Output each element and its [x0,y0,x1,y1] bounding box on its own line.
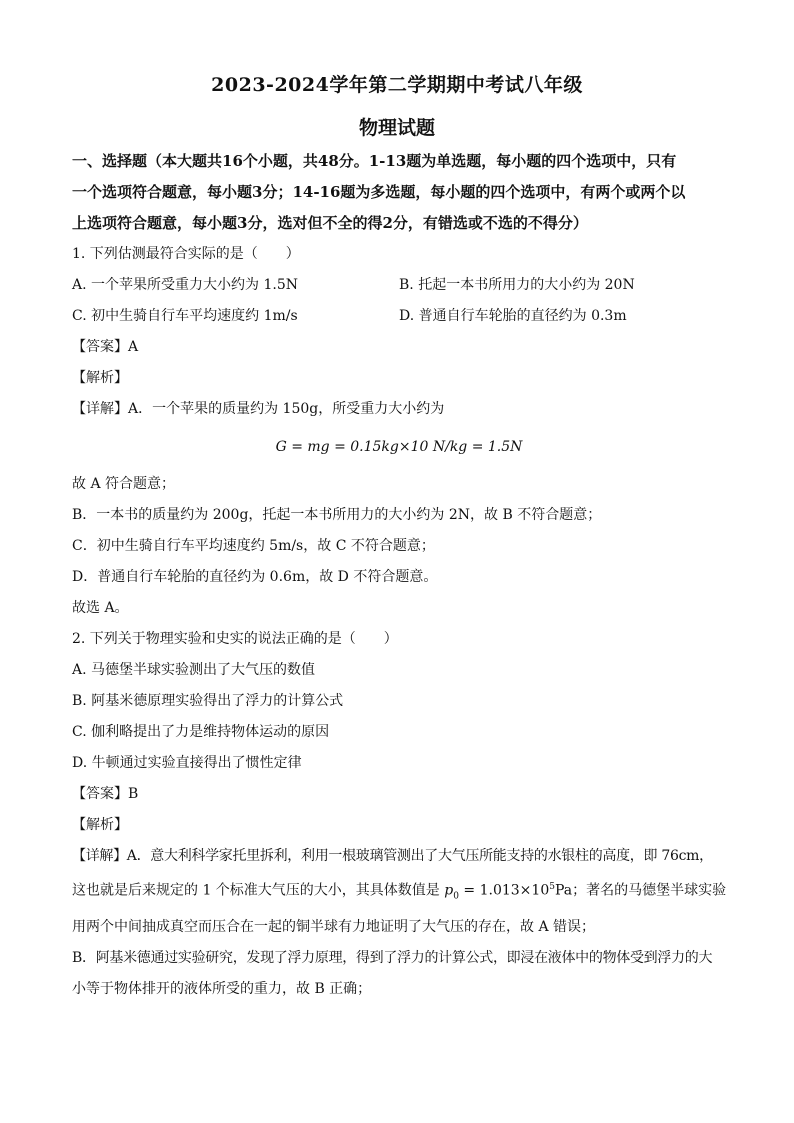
pressure-value: = 1.013×10 [458,882,550,899]
section-heading-line1: 一、选择题（本大题共16个小题，共48分。1-13题为单选题，每小题的四个选项中，只有 [72,152,677,170]
q1-line4: D．普通自行车轮胎的直径约为 0.6m，故 D 不符合题意。 [72,569,438,585]
q2-option-c: C. 伽利略提出了力是维持物体运动的原因 [72,724,330,740]
q2-detail-line4: B．阿基米德通过实验研究，发现了浮力原理，得到了浮力的计算公式，即浸在液体中的物体受到浮力的大 [72,950,713,967]
pressure-subscript: 0 [453,891,459,902]
q1-equation: G = mg = 0.15kg×10 N/kg = 1.5N [275,439,523,455]
q2-detail-line2-start: 这也就是后来规定的 1 个标准大气压的大小，其具体数值是 [72,882,445,899]
q2-detail-line3: 用两个中间抽成真空而压合在一起的铜半球有力地证明了大气压的存在，故 A 错误； [72,919,596,936]
q1-options-row1 [72,270,726,301]
q1-option-b: B. 托起一本书所用力的大小约为 20N [399,277,635,293]
q2-detail-line2 [72,872,726,912]
q1-line1: 故 A 符合题意； [72,476,176,492]
q2-answer: 【答案】B [72,786,139,802]
q1-answer: 【答案】A [72,339,139,355]
section-heading-line3: 上选项符合题意，每小题3分，选对但不全的得2分，有错选或不选的不得分） [72,214,588,232]
q1-option-d: D. 普通自行车轮胎的直径约为 0.3m [399,308,627,324]
q2-option-b: B. 阿基米德原理实验得出了浮力的计算公式 [72,693,344,709]
q1-conclusion: 故选 A。 [72,600,129,616]
q2-detail-line2-end: ；著名的马德堡半球实验 [572,882,727,899]
q1-option-c: C. 初中生骑自行车平均速度约 1m/s [72,308,298,324]
q2-analysis-label: 【解析】 [72,817,128,833]
pressure-symbol: p [444,882,454,899]
q2-stem: 2. 下列关于物理实验和史实的说法正确的是（ ） [72,631,398,647]
pressure-exponent: 5 [549,882,555,892]
q1-option-a: A. 一个苹果所受重力大小约为 1.5N [72,277,298,293]
q2-option-a: A. 马德堡半球实验测出了大气压的数值 [72,662,316,678]
q1-line2: B．一本书的质量约为 200g，托起一本书所用力的大小约为 2N，故 B 不符合题意； [72,507,602,523]
q2-detail-line1: 【详解】A．意大利科学家托里拆利，利用一根玻璃管测出了大气压所能支持的水银柱的高度，即 76cm， [72,848,713,864]
q1-line3: C．初中生骑自行车平均速度约 5m/s，故 C 不符合题意； [72,538,435,554]
pressure-unit: Pa [554,882,573,899]
exam-title: 2023-2024学年第二学期期中考试八年级 [211,74,583,96]
q2-option-d: D. 牛顿通过实验直接得出了惯性定律 [72,755,302,771]
q1-options-row2 [72,301,726,332]
subject-title: 物理试题 [358,117,435,139]
exam-content [72,146,726,1005]
q2-detail-line5: 小等于物体排开的液体所受的重力，故 B 正确； [72,981,372,998]
q1-analysis-label: 【解析】 [72,370,128,386]
section-heading-line2: 一个选项符合题意，每小题3分；14-16题为多选题，每小题的四个选项中，有两个或两个以 [72,183,686,201]
q1-detail: 【详解】A．一个苹果的质量约为 150g，所受重力大小约为 [72,401,445,417]
q1-stem: 1. 下列估测最符合实际的是（ ） [72,246,300,262]
